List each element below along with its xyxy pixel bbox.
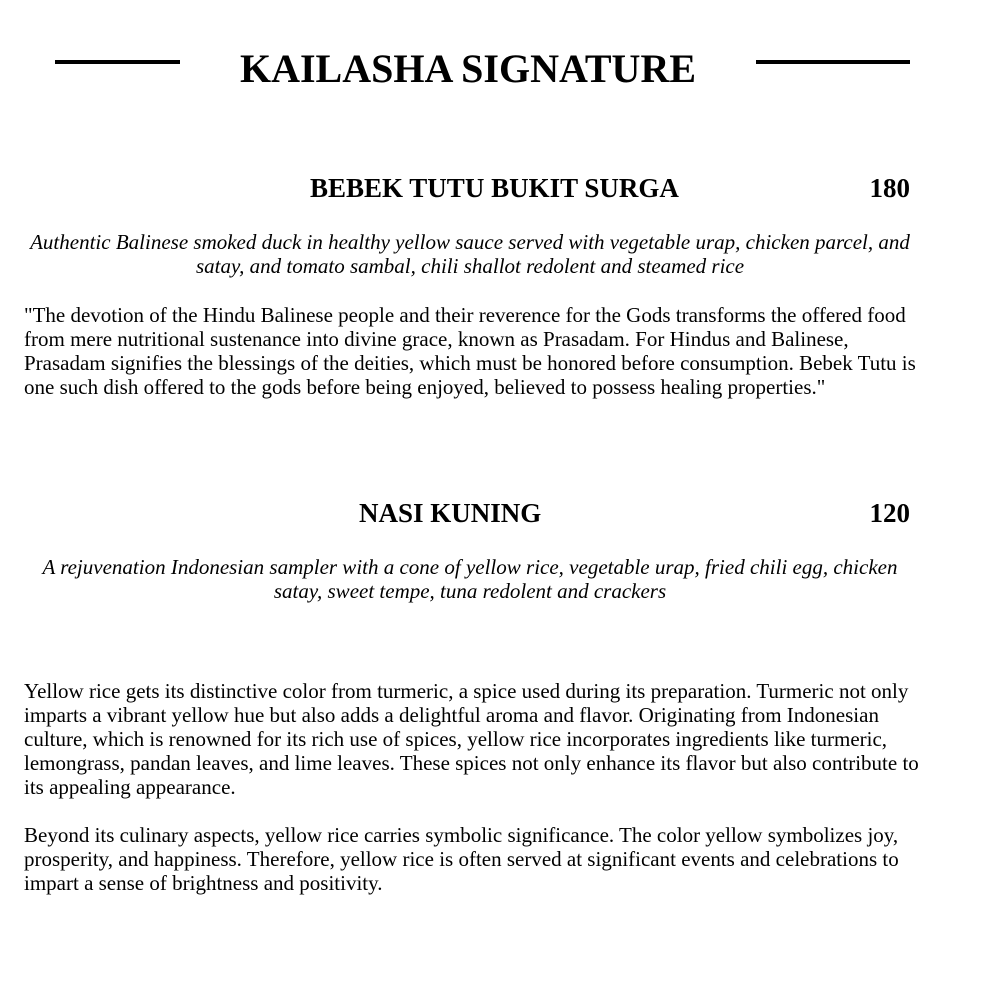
dish-description: Authentic Balinese smoked duck in healthy yellow sauce served with vegetable urap, chicken parcel, and satay, and tomato sambal, chili shallot redolent and steamed rice <box>30 230 910 278</box>
dish-story-paragraph: "The devotion of the Hindu Balinese people and their reverence for the Gods transforms the offered food from mere nutritional sustenance into divine grace, known as Prasadam. For Hindus and Balinese, Prasadam signifies the blessings of the deities, which must be honored before consumption. Bebek Tutu is one such dish offered to the gods before being enjoyed, believed to possess healing properties." <box>24 303 916 399</box>
header-rule-left <box>55 60 180 64</box>
dish-price: 180 <box>869 173 910 203</box>
dish-price: 120 <box>869 498 910 528</box>
dish-name: BEBEK TUTU BUKIT SURGA <box>310 173 679 203</box>
dish-name: NASI KUNING <box>359 498 542 528</box>
dish-story-paragraph: Yellow rice gets its distinctive color from turmeric, a spice used during its preparation. Turmeric not only imparts a vibrant yellow hue but also adds a delightful aroma and flavor. Originating from Indonesian culture, which is renowned for its rich use of spices, yellow rice incorporates ingredients like turmeric, lemongrass, pandan leaves, and lime leaves. These spices not only enhance its flavor but also contribute to its appealing appearance. <box>24 679 919 799</box>
header-rule-right <box>756 60 910 64</box>
dish-story-paragraph: Beyond its culinary aspects, yellow rice carries symbolic significance. The color yellow symbolizes joy, prosperity, and happiness. Therefore, yellow rice is often served at significant events and celebrations to impart a sense of brightness and positivity. <box>24 823 899 895</box>
page-title: KAILASHA SIGNATURE <box>239 46 697 91</box>
dish-description: A rejuvenation Indonesian sampler with a cone of yellow rice, vegetable urap, fried chili egg, chicken satay, sweet tempe, tuna redolent and crackers <box>42 555 898 603</box>
